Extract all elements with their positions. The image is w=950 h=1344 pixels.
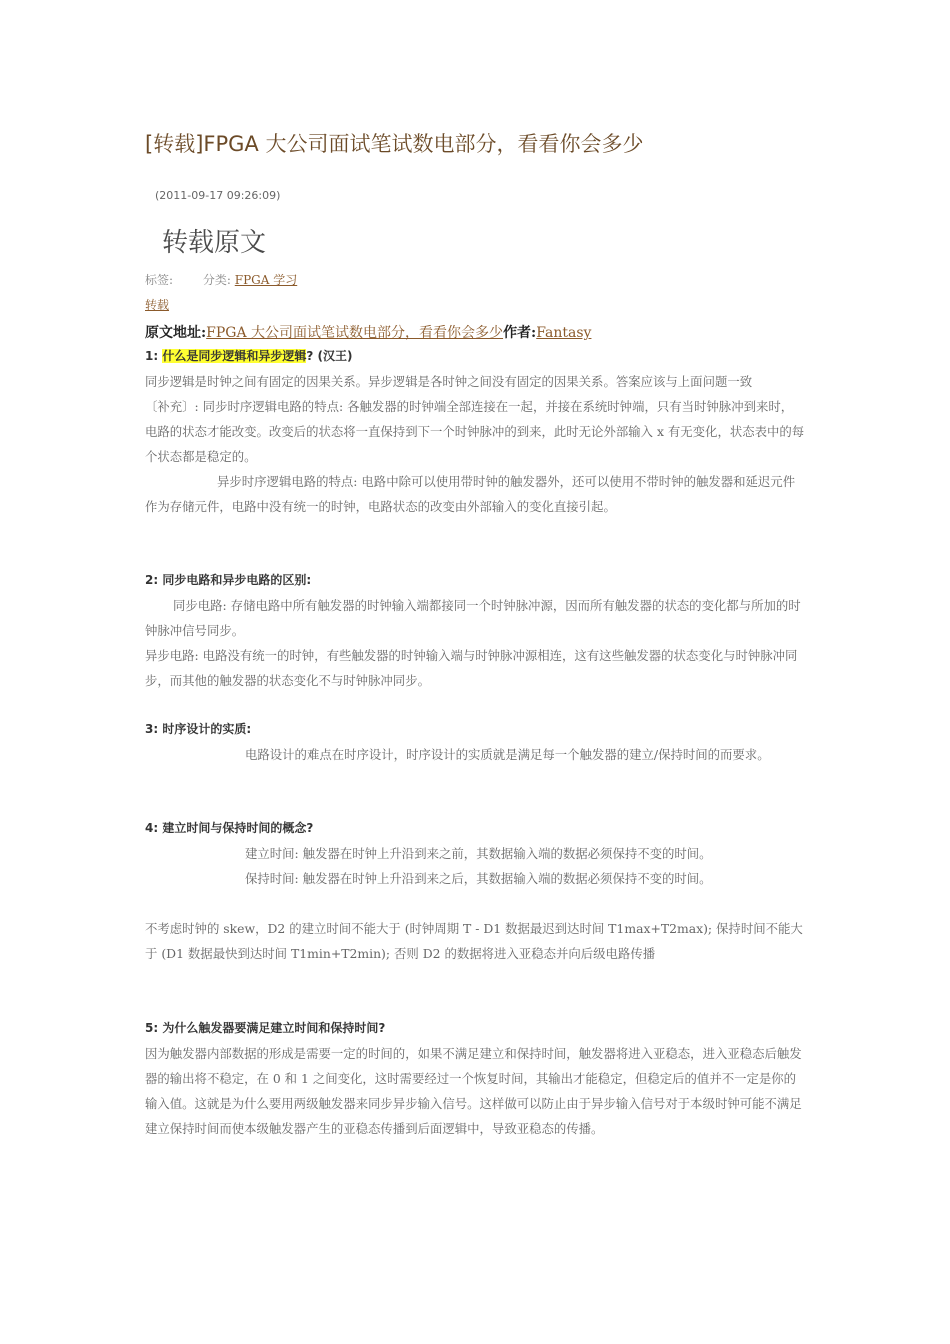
category-link[interactable]: FPGA 学习 xyxy=(234,273,298,287)
category-label: 分类: xyxy=(202,273,231,287)
section-heading: 1: 什么是同步逻辑和异步逻辑? (汉王) xyxy=(145,349,353,363)
section-heading: 3: 时序设计的实质: xyxy=(145,722,252,736)
paragraph: 异步时序逻辑电路的特点: 电路中除可以使用带时钟的触发器外，还可以使用不带时钟的触发器和延迟元件作为存储元件，电路中没有统一的时钟，电路状态的改变由外部输入的变化直接引起。 xyxy=(145,474,796,514)
orig-label: 原文地址: xyxy=(145,325,207,341)
repost-heading: 转载原文 xyxy=(162,228,267,258)
orig-link[interactable]: FPGA 大公司面试笔试数电部分，看看你会多少 xyxy=(206,325,504,341)
section-4 xyxy=(145,816,805,966)
tag-line xyxy=(145,271,297,288)
repost-link[interactable]: 转载 xyxy=(145,298,170,312)
article-title: [转载]FPGA 大公司面试笔试数电部分，看看你会多少 xyxy=(145,132,644,156)
tag-label: 标签: xyxy=(145,273,174,287)
paragraph: 建立时间: 触发器在时钟上升沿到来之前，其数据输入端的数据必须保持不变的时间。 xyxy=(245,846,712,861)
section-heading: 2: 同步电路和异步电路的区别: xyxy=(145,573,312,587)
paragraph: 同步逻辑是时钟之间有固定的因果关系。异步逻辑是各时钟之间没有固定的因果关系。答案应该与上面问题一致 xyxy=(145,374,753,389)
paragraph: 保持时间: 触发器在时钟上升沿到来之后，其数据输入端的数据必须保持不变的时间。 xyxy=(245,871,712,886)
highlighted-question: 什么是同步逻辑和异步逻辑 xyxy=(162,349,307,363)
section-1 xyxy=(145,344,805,519)
section-heading: 4: 建立时间与保持时间的概念? xyxy=(145,821,314,835)
paragraph: 异步电路: 电路没有统一的时钟，有些触发器的时钟输入端与时钟脉冲源相连，这有这些触发器的状态变化与时钟脉冲同步，而其他的触发器的状态变化不与时钟脉冲同步。 xyxy=(145,648,798,688)
author-label: 作者: xyxy=(503,325,537,341)
paragraph: 电路设计的难点在时序设计，时序设计的实质就是满足每一个触发器的建立/保持时间的而要求。 xyxy=(245,747,770,762)
paragraph: 不考虑时钟的 skew，D2 的建立时间不能大于 (时钟周期 T - D1 数据最迟到达时间 T1max+T2max); 保持时间不能大于 (D1 数据最快到达时间 T1min+T2min); 否则 D2 的数据将进入亚稳态并向后级电路传播 xyxy=(145,921,803,961)
section-2 xyxy=(145,568,805,693)
post-date: (2011-09-17 09:26:09) xyxy=(155,189,281,202)
author-link[interactable]: Fantasy xyxy=(536,325,592,341)
section-3 xyxy=(145,717,805,767)
paragraph: 〔补充〕: 同步时序逻辑电路的特点: 各触发器的时钟端全部连接在一起，并接在系统时钟端，只有当时钟脉冲到来时，电路的状态才能改变。改变后的状态将一直保持到下一个时钟脉冲的到来，此时无论外部输入 x 有无变化，状态表中的每个状态都是稳定的。 xyxy=(145,399,805,464)
section-heading: 5: 为什么触发器要满足建立时间和保持时间? xyxy=(145,1021,386,1035)
original-address xyxy=(145,322,591,342)
section-5 xyxy=(145,1016,805,1141)
paragraph: 同步电路: 存储电路中所有触发器的时钟输入端都接同一个时钟脉冲源，因而所有触发器的状态的变化都与所加的时钟脉冲信号同步。 xyxy=(145,598,801,638)
paragraph: 因为触发器内部数据的形成是需要一定的时间的，如果不满足建立和保持时间，触发器将进入亚稳态，进入亚稳态后触发器的输出将不稳定，在 0 和 1 之间变化，这时需要经过一个恢复时间，其输出才能稳定，但稳定后的值并不一定是你的输入值。这就是为什么要用两级触发器来同步异步输入信号。这样做可以防止由于异步输入信号对于本级时钟可能不满足建立保持时间而使本级触发器产生的亚稳态传播到后面逻辑中，导致亚稳态的传播。 xyxy=(145,1046,802,1136)
